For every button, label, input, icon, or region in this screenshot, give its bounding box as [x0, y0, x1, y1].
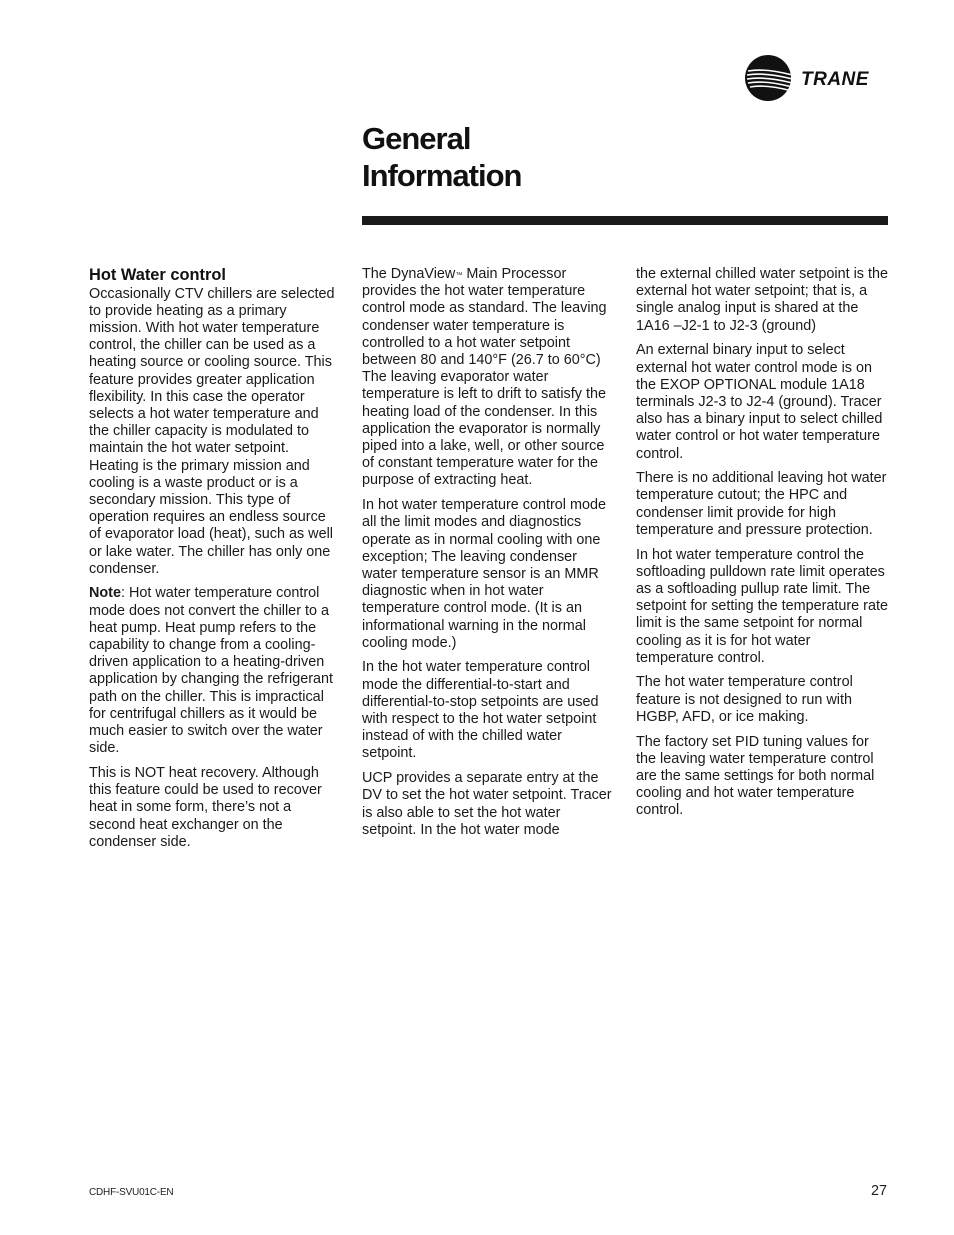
document-code: CDHF-SVU01C-EN [89, 1187, 174, 1198]
paragraph: There is no additional leaving hot water temperature cutout; the HPC and condenser limit provide for high temperature and pressure protection. [636, 470, 887, 538]
brand-name: TRANE [801, 69, 869, 90]
trademark-symbol: ™ [455, 272, 463, 279]
paragraph: In hot water temperature control mode all the limit modes and diagnostics operate as in normal cooling with one exception; The leaving condenser water temperature sensor is an MMR diagnostic when in hot water temperature control mode. (It is an informational warning in the normal cooling mode.) [362, 497, 606, 651]
paragraph-text: The DynaView [362, 266, 456, 282]
paragraph: In hot water temperature control the softloading pulldown rate limit operates as a softloading pullup rate limit. The setpoint for setting the temperature rate limit is the same setpoint for normal cooling as it is for hot water temperature control. [636, 546, 888, 666]
paragraph-text: Main Processor provides the hot water temperature control mode as standard. The leaving condenser water temperature is controlled to a hot water setpoint between 80 and 140°F (26.7 to 60°C) The leaving evaporator water temperature is left to drift to satisfy the heating load of the condenser. In this application the evaporator is normally piped into a lake, well, or other source of constant temperature water for the purpose of extracting heat. [362, 266, 607, 489]
paragraph: The hot water temperature control feature is not designed to run with HGBP, AFD, or ice making. [636, 674, 853, 725]
column-2 [362, 266, 614, 847]
paragraph: An external binary input to select external hot water control mode is on the EXOP OPTIONAL module 1A18 terminals J2-3 to J2-4 (ground). Tracer also has a binary input to select chilled water control or hot water temperature control. [636, 342, 883, 462]
paragraph: the external chilled water setpoint is the external hot water setpoint; that is, a single analog input is shared at the 1A16 –J2-1 to J2-3 (ground) [636, 266, 888, 334]
paragraph: The factory set PID tuning values for the leaving water temperature control are the same settings for both normal cooling and hot water temperature control. [636, 733, 875, 819]
column-3 [636, 266, 888, 827]
note-label: Note [89, 585, 121, 602]
title-line-1: General [362, 121, 471, 156]
paragraph: Occasionally CTV chillers are selected to provide heating as a primary mission. With hot water temperature control, the chiller can be used as a heating source or cooling source. This feature provides greater application flexibility. In this case the operator selects a hot water temperature and the chiller capacity is modulated to maintain the hot water setpoint. Heating is the primary mission and cooling is a waste product or is a secondary mission. This type of operation requires an endless source of evaporator load (heat), such as well or lake water. The chiller has only one condenser. [89, 285, 335, 577]
page-number: 27 [870, 1183, 887, 1199]
title-line-2: Information [362, 158, 522, 193]
paragraph [362, 266, 614, 490]
column-1 [89, 266, 341, 859]
note-text: : Hot water temperature control mode does not convert the chiller to a heat pump. Heat pump refers to the capability to change from a cooling-driven application to a heating-driven application by changing the refrigerant path on the chiller. This is impractical for centrifugal chillers as it would be much easier to switch over the water side. [89, 585, 334, 757]
trane-logo [744, 54, 894, 104]
section-heading: Hot Water control [89, 266, 226, 284]
page-title [362, 120, 522, 194]
paragraph: In the hot water temperature control mode the differential-to-start and differential-to-stop setpoints are used with respect to the hot water setpoint instead of with the chilled water setpoint. [362, 659, 599, 762]
note-paragraph [89, 585, 341, 757]
paragraph: UCP provides a separate entry at the DV to set the hot water setpoint. Tracer is also able to set the hot water setpoint. In the hot water mode [362, 770, 612, 838]
paragraph: This is NOT heat recovery. Although this feature could be used to recover heat in some form, there’s not a second heat exchanger on the condenser side. [89, 764, 322, 850]
title-rule [362, 216, 888, 225]
